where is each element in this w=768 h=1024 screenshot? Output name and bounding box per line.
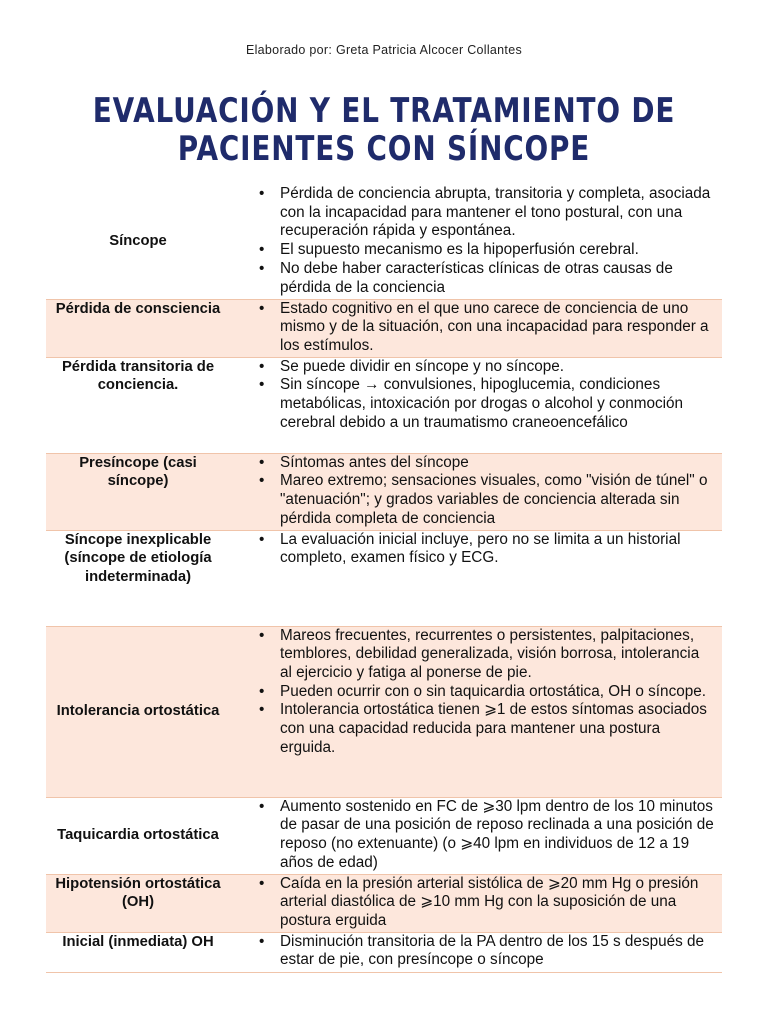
bullet-item: • Aumento sostenido en FC de ⩾30 lpm dentro de los 10 minutos de pasar de una posición de reposo reclinada a una posición de reposo (no extenuante) (o ⩾40 lpm en individuos de 12 a 19 años de edad) [280, 798, 714, 873]
bullet-item: • No debe haber características clínicas de otras causas de pérdida de la conciencia [280, 260, 714, 297]
row-description [230, 357, 722, 453]
document-title [69, 92, 699, 168]
author-credit: Elaborado por: Greta Patricia Alcocer Collantes [245, 43, 523, 57]
bullet-item: • Intolerancia ortostática tienen ⩾1 de estos síntomas asociados con una capacidad reducida para mantener una postura erguida. [280, 701, 714, 757]
table-row [46, 299, 722, 357]
bullet-item: • Se puede dividir en síncope y no síncope. [280, 358, 714, 377]
row-term: Inicial (inmediata) OH [46, 932, 230, 972]
table-row [46, 185, 722, 299]
bullet-item: • La evaluación inicial incluye, pero no se limita a un historial completo, examen físico y ECG. [280, 531, 714, 568]
title-line-2: PACIENTES CON SÍNCOPE [177, 129, 591, 169]
row-term: Presíncope (casi síncope) [46, 453, 230, 530]
bullet-item: • El supuesto mecanismo es la hipoperfusión cerebral. [280, 241, 714, 260]
bullet-item: • Mareo extremo; sensaciones visuales, como "visión de túnel" o "atenuación"; y grados variables de conciencia alterada sin pérdida completa de conciencia [280, 472, 714, 528]
row-description [230, 874, 722, 932]
row-term: Intolerancia ortostática [46, 626, 230, 797]
bullet-item: • Pueden ocurrir con o sin taquicardia ortostática, OH o síncope. [280, 683, 714, 702]
row-term: Pérdida de consciencia [46, 299, 230, 357]
definitions-table [46, 185, 722, 973]
bullet-item: • Disminución transitoria de la PA dentro de los 15 s después de estar de pie, con presíncope o síncope [280, 933, 714, 970]
bullet-item: • Caída en la presión arterial sistólica de ⩾20 mm Hg o presión arterial diastólica de ⩾10 mm Hg con la suposición de una postura erguida [280, 875, 714, 931]
table-row [46, 797, 722, 874]
bullet-item: • Mareos frecuentes, recurrentes o persistentes, palpitaciones, temblores, debilidad generalizada, visión borrosa, intolerancia al ejercicio y fatiga al ponerse de pie. [280, 627, 714, 683]
row-term: Síncope [46, 185, 230, 299]
row-description [230, 453, 722, 530]
table-row [46, 453, 722, 530]
row-description [230, 626, 722, 797]
table-row [46, 357, 722, 453]
row-term: Síncope inexplicable (síncope de etiología indeterminada) [46, 530, 230, 626]
row-description [230, 530, 722, 626]
row-description [230, 797, 722, 874]
row-term: Hipotensión ortostática (OH) [46, 874, 230, 932]
table-row [46, 626, 722, 797]
bullet-item: • Síntomas antes del síncope [280, 454, 714, 473]
table-row [46, 530, 722, 626]
table-row [46, 932, 722, 972]
row-term: Pérdida transitoria de conciencia. [46, 357, 230, 453]
row-term: Taquicardia ortostática [46, 797, 230, 874]
row-description [230, 299, 722, 357]
title-line-1: EVALUACIÓN Y EL TRATAMIENTO DE [92, 91, 676, 131]
bullet-item: • Estado cognitivo en el que uno carece de conciencia de uno mismo y de la situación, con una incapacidad para responder a los estímulos. [280, 300, 714, 356]
table-row [46, 874, 722, 932]
bullet-item: • Sin síncope → convulsiones, hipoglucemia, condiciones metabólicas, intoxicación por drogas o alcohol y conmoción cerebral debido a un traumatismo craneoencefálico [280, 376, 714, 432]
row-description [230, 185, 722, 299]
bullet-item: • Pérdida de conciencia abrupta, transitoria y completa, asociada con la incapacidad para mantener el tono postural, con una recuperación rápida y espontánea. [280, 185, 714, 241]
row-description [230, 932, 722, 972]
